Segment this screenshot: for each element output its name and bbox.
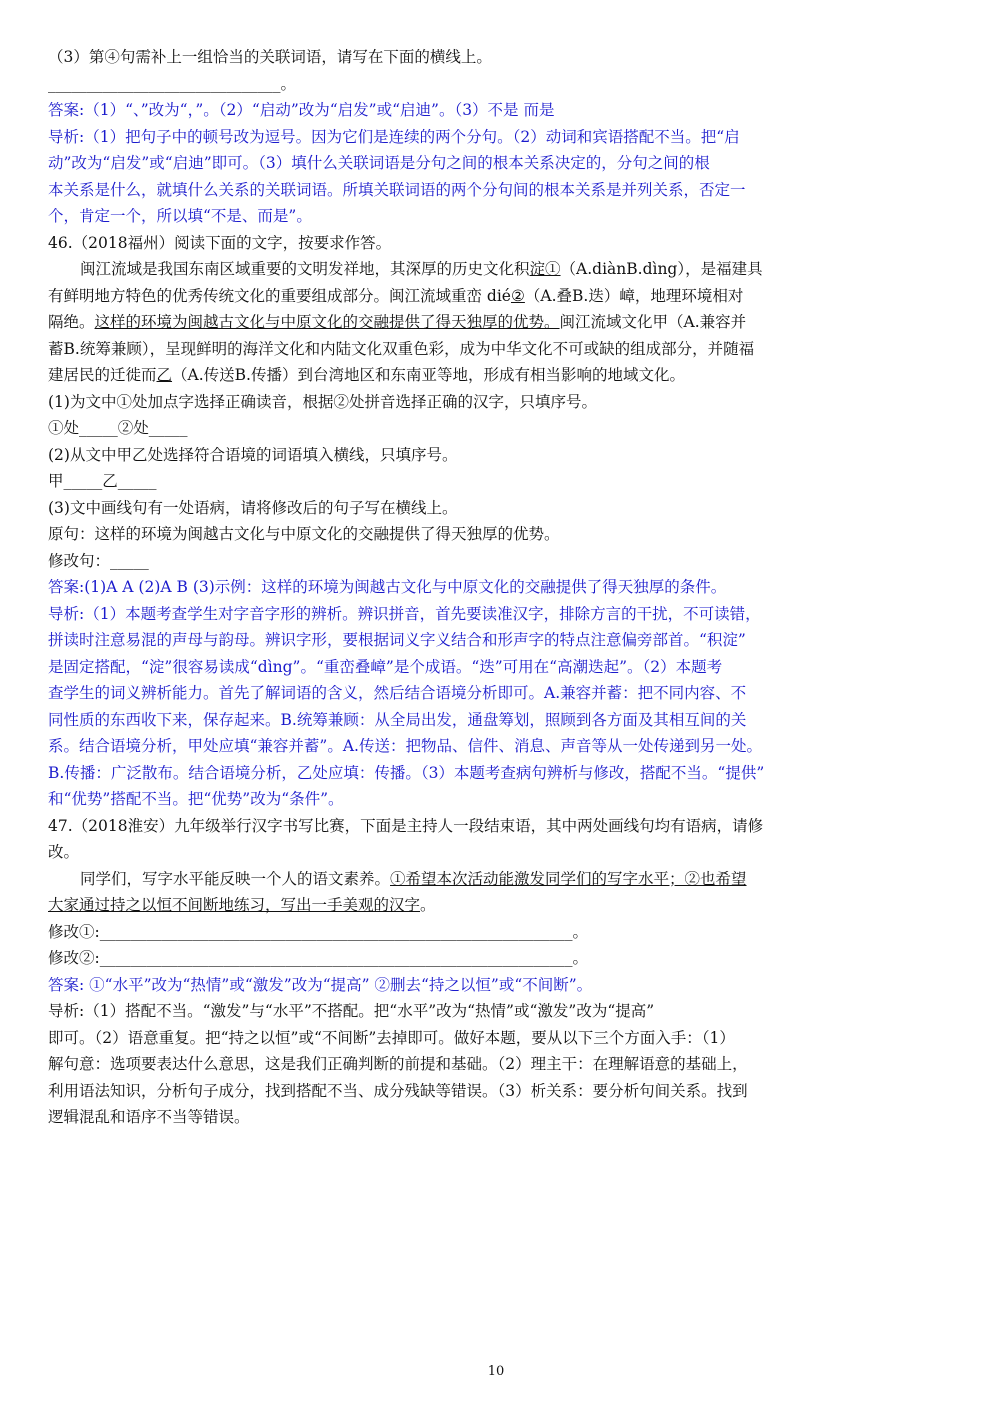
underlined-text: 乙 [156, 366, 173, 384]
q46-blank-line: 修改句：_____ [48, 551, 149, 570]
q47-analysis-line: 逻辑混乱和语序不当等错误。 [48, 1108, 250, 1126]
q46-analysis-line: 同性质的东西收下来，保存起来。B.统筹兼顾：从全局出发，通盘筹划，照顾到各方面及其相互间的关 [48, 710, 747, 729]
q45-analysis-line: 本关系是什么，就填什么关系的关联词语。所填关联词语的两个分句间的根本关系是并列关系，否定一 [48, 180, 746, 199]
text: （A.传送B.传播）到台湾地区和东南亚等地，形成有相当影响的地域文化。 [172, 366, 685, 384]
q45-analysis-line: 导析:（1）把句子中的顿号改为逗号。因为它们是连续的两个分句。（2）动词和宾语搭配不当。把“启 [48, 127, 740, 146]
q47-passage-line [48, 892, 848, 919]
q47-analysis-line: 导析:（1）搭配不当。“激发”与“水平”不搭配。把“水平”改为“热情”或“激发”改为“提高” [48, 1002, 655, 1020]
text: 建居民的迁徙而 [48, 366, 157, 384]
underlined-text: ② [510, 286, 525, 305]
q46-passage-line [48, 283, 848, 310]
q46-original-sentence: 原句：这样的环境为闽越古文化与中原文化的交融提供了得天独厚的优势。 [48, 525, 560, 543]
underlined-sentence: 这样的环境为闽越古文化与中原文化的交融提供了得天独厚的优势。 [94, 313, 560, 331]
page-number: 10 [487, 1364, 505, 1379]
text: 闽江流域文化甲（A.兼容并 [559, 313, 747, 331]
q47-fix-line: 修改②:_____________________________________________________________。 [48, 949, 588, 967]
q45-prompt: （3）第④句需补上一组恰当的关联词语，请写在下面的横线上。 [48, 48, 492, 66]
q46-analysis-line: 和“优势”搭配不当。把“优势”改为“条件”。 [48, 790, 344, 808]
text: 隔绝。 [48, 313, 95, 331]
q46-blank-line: ①处_____②处_____ [48, 419, 188, 437]
q46-answer: 答案:(1)A A (2)A B (3)示例：这样的环境为闽越古文化与中原文化的交融提供了得天独厚的条件。 [48, 578, 727, 596]
q47-heading: 改。 [48, 843, 80, 861]
text: 同学们，写字水平能反映一个人的语文素养。 [80, 869, 391, 888]
q47-analysis-line: 解句意：选项要表达什么意思，这是我们正确判断的前提和基础。（2）理主干：在理解语意的基础上， [48, 1055, 748, 1073]
q46-analysis-line: 拼读时注意易混的声母与韵母。辨识字形，要根据词义字义结合和形声字的特点注意偏旁部首。“积淀” [48, 631, 746, 649]
q47-analysis-line: 利用语法知识，分析句子成分，找到搭配不当、成分残缺等错误。（3）析关系：要分析句间关系。找到 [48, 1081, 748, 1100]
document-page [48, 44, 848, 1131]
q46-analysis-line: 导析:（1）本题考查学生对字音字形的辨析。辨识拼音，首先要读准汉字，排除方言的干扰，不可读错， [48, 604, 761, 623]
q46-analysis-line: 是固定搭配，“淀”很容易读成“dìng”。“重峦叠嶂”是个成语。“迭”可用在“高潮迭起”。（2）本题考 [48, 657, 723, 676]
text: 有鲜明地方特色的优秀传统文化的重要组成部分。闽江流域重峦 dié [48, 286, 511, 305]
underlined-text: 淀① [529, 260, 561, 278]
text: 蓄B.统筹兼顾），呈现鲜明的海洋文化和内陆文化双重色彩，成为中华文化不可或缺的组成部分，并随福 [48, 339, 755, 358]
q46-analysis-line: 查学生的词义辨析能力。首先了解词语的含义，然后结合语境分析即可。A.兼容并蓄：把不同内容、不 [48, 684, 747, 702]
text: 。 [420, 896, 436, 914]
q46-passage-line [48, 256, 848, 283]
q45-analysis-line: 个，肯定一个，所以填“不是、而是”。 [48, 207, 312, 225]
q46-analysis-line: 系。结合语境分析，甲处应填“兼容并蓄”。A.传送：把物品、信件、消息、声音等从一处传递到另一处。 [48, 737, 762, 755]
underlined-sentence: ①希望本次活动能激发同学们的写字水平；②也希望 [390, 869, 747, 888]
q46-passage-line [48, 362, 848, 389]
underlined-sentence: 大家通过持之以恒不间断地练习，写出一手美观的汉字 [48, 896, 421, 914]
q46-question: (1)为文中①处加点字选择正确读音，根据②处拼音选择正确的汉字，只填序号。 [48, 392, 597, 411]
text: （A.diànB.dìng），是福建具 [560, 260, 763, 278]
q46-passage-line [48, 336, 848, 363]
q46-passage-line [48, 309, 848, 336]
q47-answer: 答案: ①“水平”改为“热情”或“激发”改为“提高” ②删去“持之以恒”或“不间断”。 [48, 975, 593, 994]
q46-blank-line: 甲_____乙_____ [48, 472, 157, 490]
text: （A.叠B.迭）嶂，地理环境相对 [524, 286, 744, 305]
q46-question: (2)从文中甲乙处选择符合语境的词语填入横线，只填序号。 [48, 445, 458, 464]
q46-heading: 46.（2018福州）阅读下面的文字，按要求作答。 [48, 233, 392, 252]
text: 闽江流域是我国东南区域重要的文明发祥地，其深厚的历史文化积 [80, 260, 530, 278]
q46-analysis-line: B.传播：广泛散布。结合语境分析，乙处应填：传播。（3）本题考查病句辨析与修改，搭配不当。“提供” [48, 763, 765, 782]
q47-heading: 47.（2018淮安）九年级举行汉字书写比赛，下面是主持人一段结束语，其中两处画线句均有语病，请修 [48, 816, 764, 835]
q45-blank: ______________________________。 [48, 74, 297, 93]
q45-answer: 答案:（1）“、”改为“，”。（2）“启动”改为“启发”或“启迪”。（3）不是 而是 [48, 101, 555, 119]
q47-analysis-line: 即可。（2）语意重复。把“持之以恒”或“不间断”去掉即可。做好本题，要从以下三个方面入手：（1） [48, 1028, 735, 1047]
q47-fix-line: 修改①:_____________________________________________________________。 [48, 922, 588, 941]
q45-analysis-line: 动”改为“启发”或“启迪”即可。（3）填什么关联词语是分句之间的根本关系决定的，分句之间的根 [48, 154, 710, 172]
q46-question: (3)文中画线句有一处语病，请将修改后的句子写在横线上。 [48, 498, 458, 517]
q47-passage-line [48, 866, 848, 893]
